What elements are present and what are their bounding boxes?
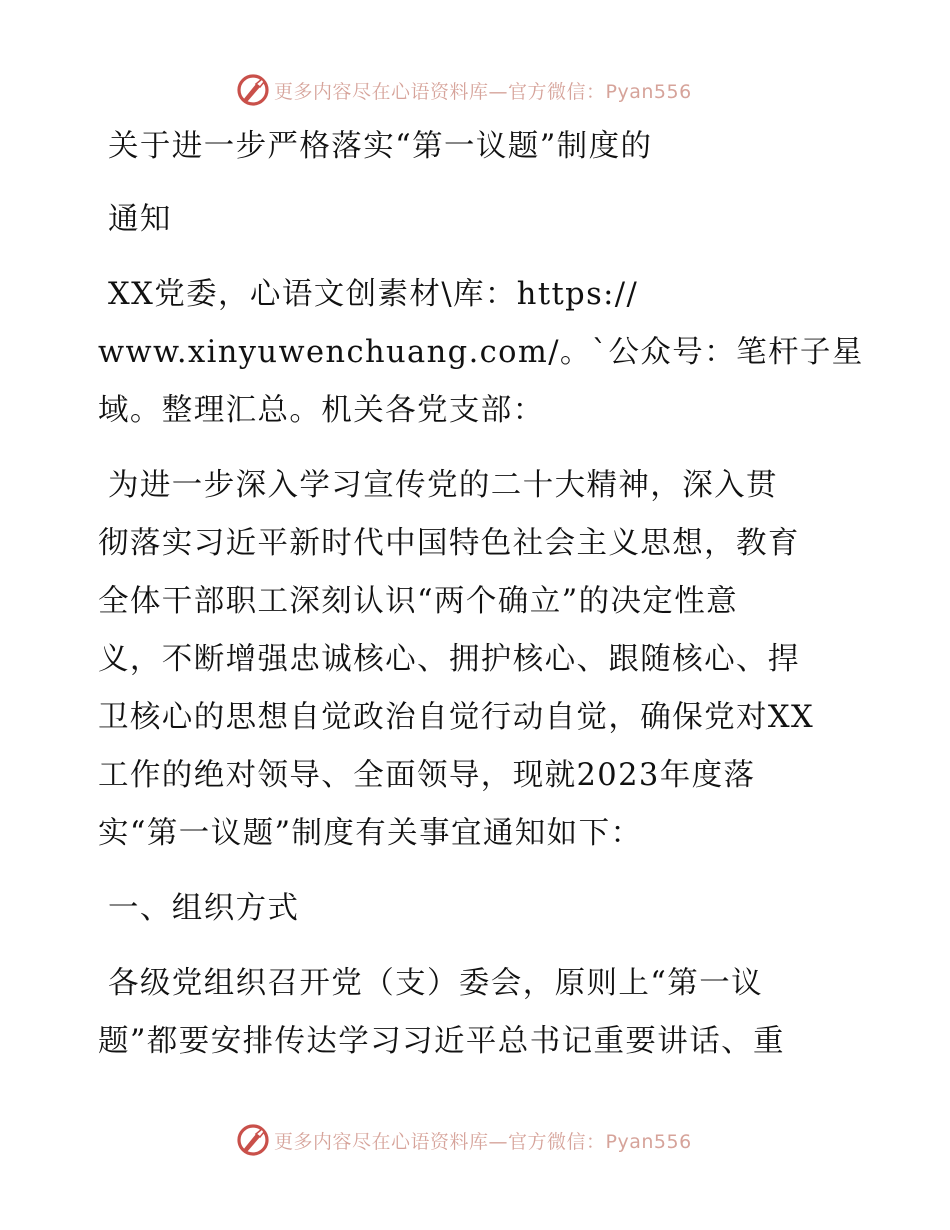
document-title-line-2: 通知 <box>108 202 172 237</box>
salutation-line-2: www.xinyuwenchuang.com/。`公众号：笔杆子星 <box>98 335 864 370</box>
footer-watermark-text: 更多内容尽在心语资料库—官方微信：Pyan556 <box>274 1130 692 1153</box>
salutation-line-1: XX党委，心语文创素材\库：https:// <box>108 277 639 312</box>
section-line-2: 题”都要安排传达学习习近平总书记重要讲话、重 <box>98 1024 785 1059</box>
pen-logo-icon <box>236 1123 270 1157</box>
document-title-line-1: 关于进一步严格落实“第一议题”制度的 <box>108 129 653 164</box>
intro-line-1: 为进一步深入学习宣传党的二十大精神，深入贯 <box>108 468 778 503</box>
pen-logo-icon <box>236 73 270 107</box>
intro-line-7: 实“第一议题”制度有关事宜通知如下： <box>98 816 643 851</box>
intro-line-3: 全体干部职工深刻认识“两个确立”的决定性意 <box>98 584 739 619</box>
section-heading: 一、组织方式 <box>108 891 300 926</box>
salutation-line-3: 域。整理汇总。机关各党支部： <box>98 393 545 428</box>
header-watermark-banner <box>236 72 692 108</box>
section-line-1: 各级党组织召开党（支）委会，原则上“第一议 <box>108 966 763 1001</box>
intro-line-4: 义，不断增强忠诚核心、拥护核心、跟随核心、捍 <box>98 642 800 677</box>
intro-line-2: 彻落实习近平新时代中国特色社会主义思想，教育 <box>98 526 800 561</box>
intro-line-5: 卫核心的思想自觉政治自觉行动自觉，确保党对XX <box>98 700 815 735</box>
footer-watermark-banner <box>236 1122 692 1158</box>
intro-line-6: 工作的绝对领导、全面领导，现就2023年度落 <box>98 758 756 793</box>
header-watermark-text: 更多内容尽在心语资料库—官方微信：Pyan556 <box>274 80 692 103</box>
